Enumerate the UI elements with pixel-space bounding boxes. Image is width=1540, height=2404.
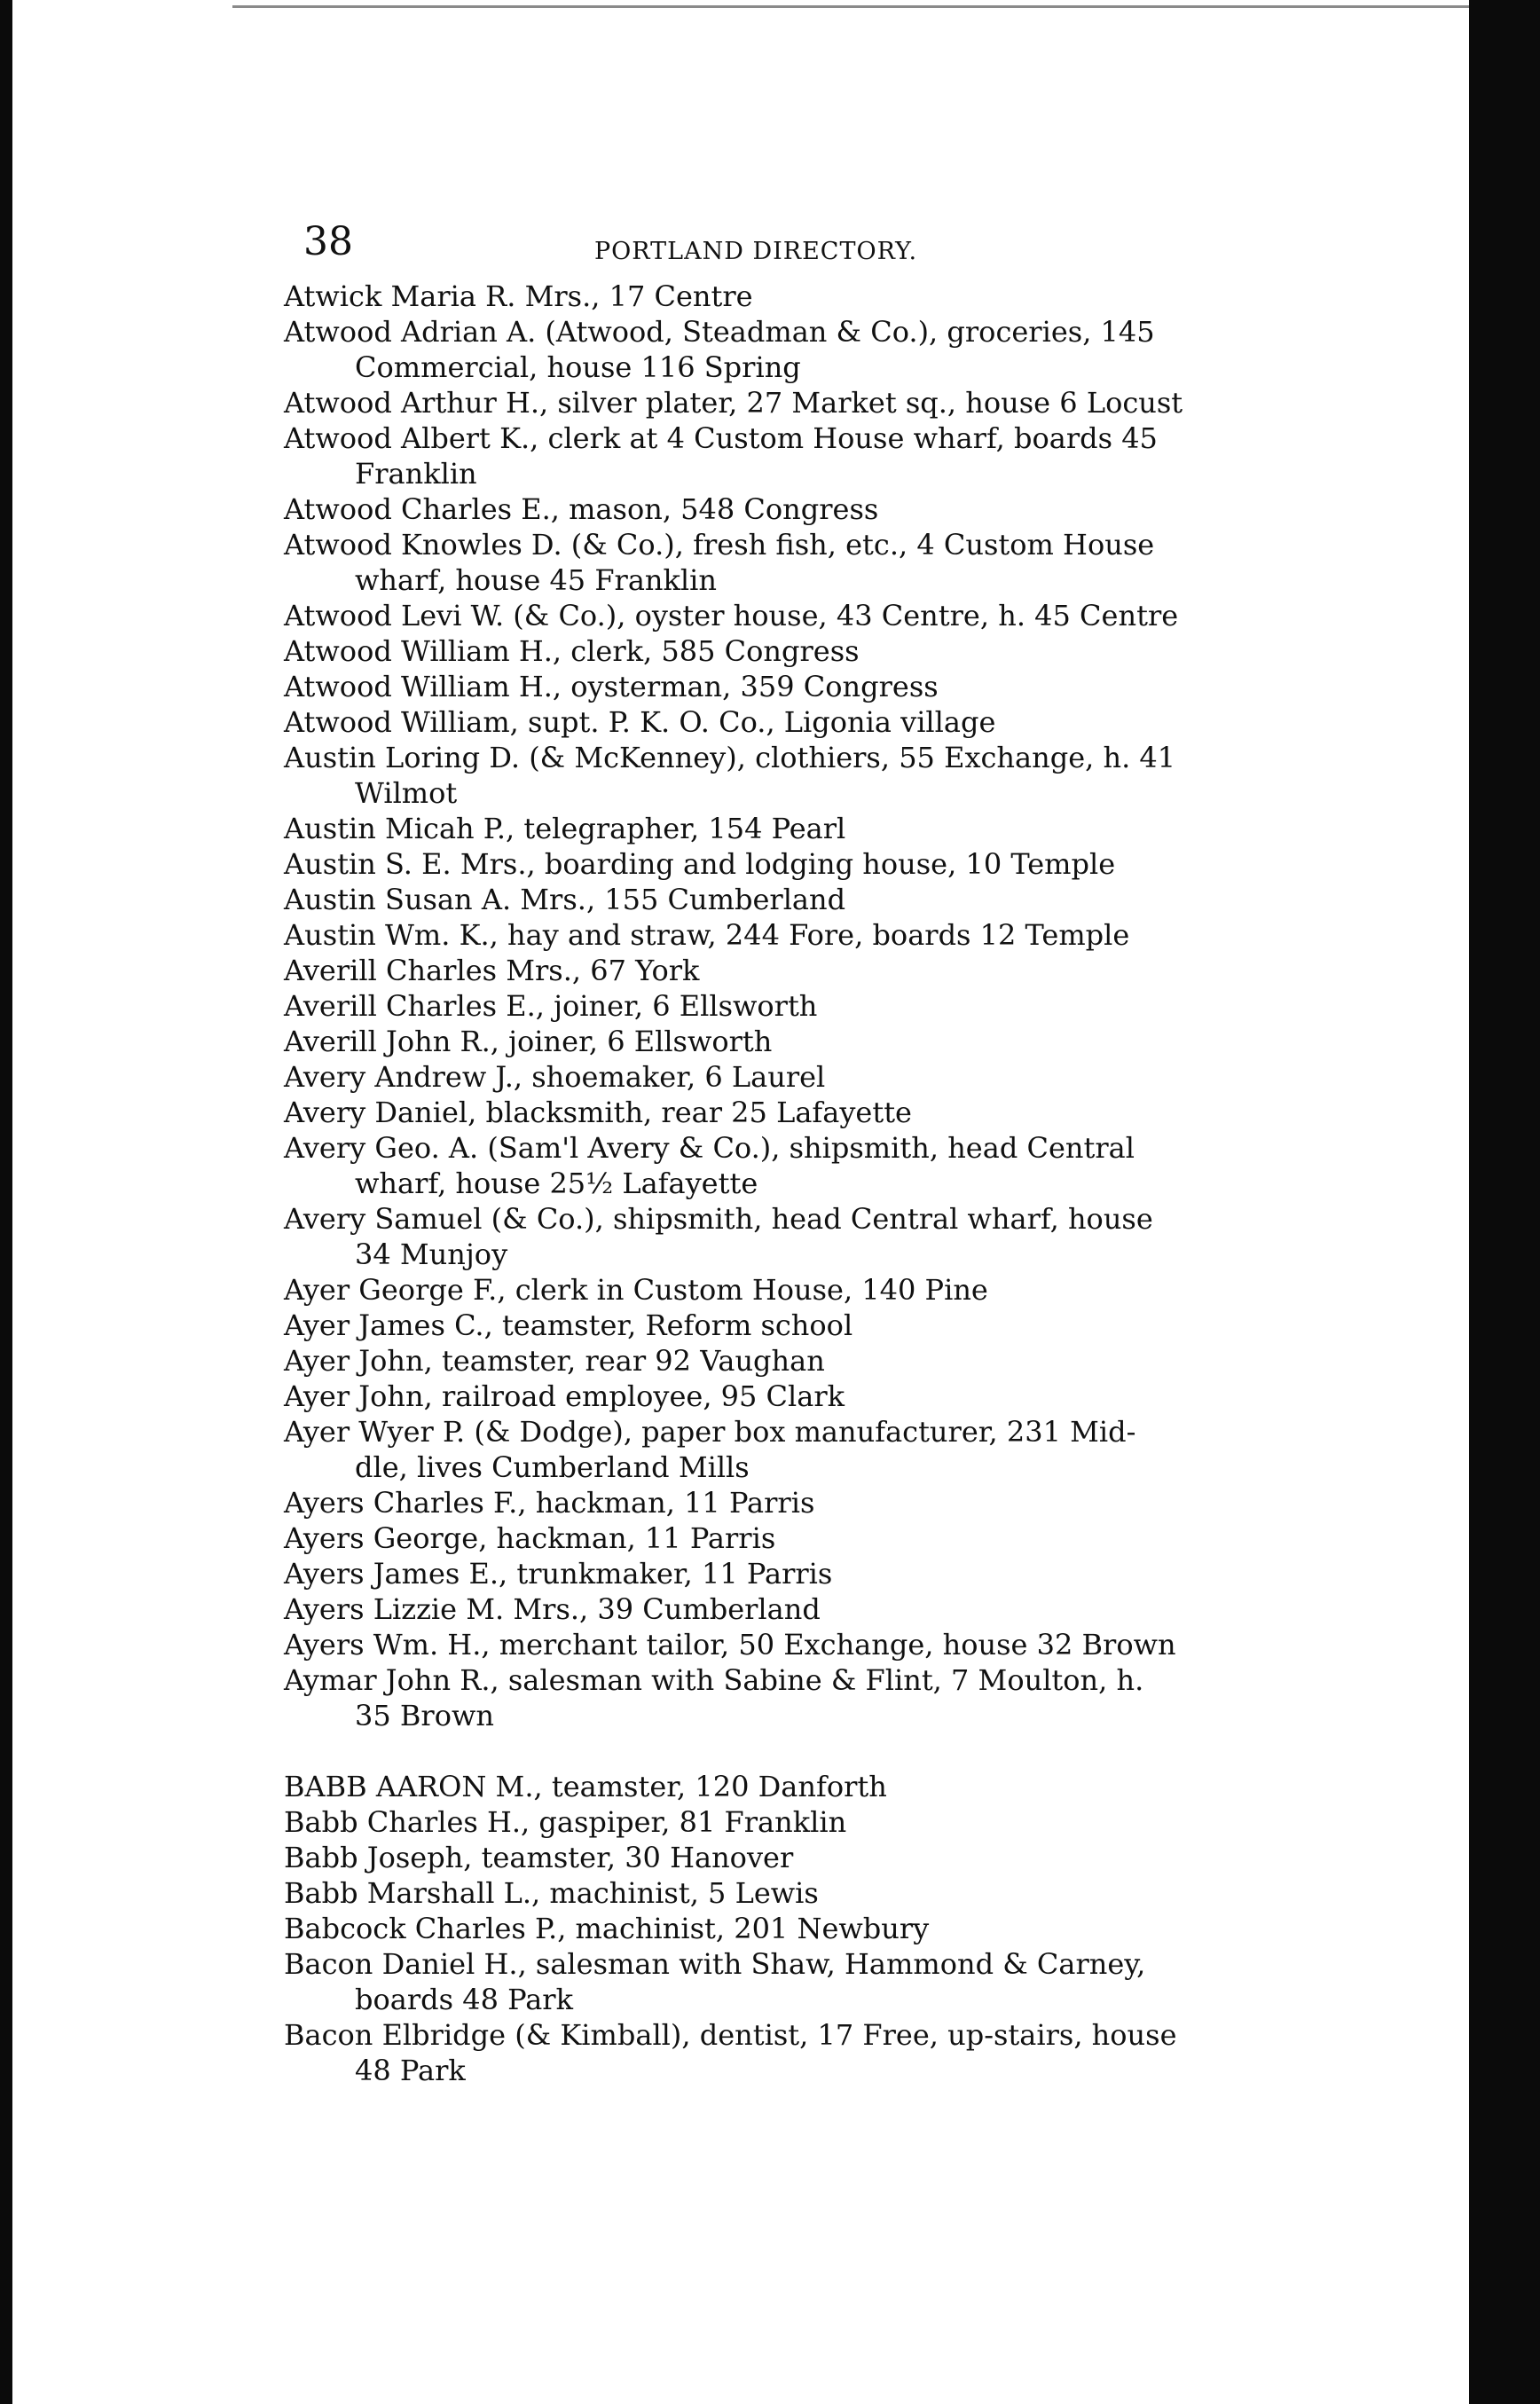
entry-line: Averill John R., joiner, 6 Ellsworth xyxy=(284,1025,773,1058)
entry-line: Babb Marshall L., machinist, 5 Lewis xyxy=(284,1876,819,1910)
entry-line: Atwood William H., oysterman, 359 Congress xyxy=(284,670,939,703)
entry-continuation-line: 34 Munjoy xyxy=(355,1237,508,1271)
page-number: 38 xyxy=(303,219,353,264)
page-top-edge xyxy=(232,5,1469,8)
directory-entry xyxy=(284,1769,1269,1804)
entry-line: BABB AARON M., teamster, 120 Danforth xyxy=(284,1770,887,1803)
directory-entry xyxy=(284,1272,1269,1308)
entry-continuation-line: 48 Park xyxy=(355,2054,466,2087)
directory-entry xyxy=(284,420,1269,491)
entry-line: Avery Geo. A. (Sam'l Avery & Co.), shipsmith, head Central xyxy=(284,1131,1135,1165)
directory-entry xyxy=(284,2017,1269,2088)
directory-entry xyxy=(284,811,1269,846)
directory-entry xyxy=(284,1520,1269,1556)
entry-line: Atwood William, supt. P. K. O. Co., Ligonia village xyxy=(284,705,996,739)
entry-continuation-line: Wilmot xyxy=(355,776,458,810)
entry-continuation-line: boards 48 Park xyxy=(355,1983,573,2016)
entry-line: Babb Charles H., gaspiper, 81 Franklin xyxy=(284,1805,847,1839)
directory-entry xyxy=(284,704,1269,740)
directory-entry xyxy=(284,1379,1269,1414)
directory-entry xyxy=(284,279,1269,314)
entry-line: Atwood Albert K., clerk at 4 Custom House wharf, boards 45 xyxy=(284,421,1158,455)
entry-line: Avery Daniel, blacksmith, rear 25 Lafayette xyxy=(284,1096,912,1129)
scan-border-left xyxy=(0,0,12,2404)
entry-line: Austin Loring D. (& McKenney), clothiers, 55 Exchange, h. 41 xyxy=(284,741,1176,774)
entry-line: Austin S. E. Mrs., boarding and lodging house, 10 Temple xyxy=(284,847,1116,881)
entry-continuation-line: 35 Brown xyxy=(355,1699,494,1732)
entry-continuation-line: wharf, house 45 Franklin xyxy=(355,563,717,597)
directory-entry xyxy=(284,1343,1269,1379)
directory-entry xyxy=(284,1130,1269,1201)
directory-entry xyxy=(284,314,1269,385)
scan-border-right xyxy=(1469,0,1540,2404)
directory-entry xyxy=(284,1804,1269,1840)
directory-entry xyxy=(284,669,1269,704)
directory-entry xyxy=(284,1662,1269,1733)
entry-line: Austin Micah P., telegrapher, 154 Pearl xyxy=(284,812,846,845)
entry-line: Ayer John, teamster, rear 92 Vaughan xyxy=(284,1344,825,1378)
entry-line: Ayer George F., clerk in Custom House, 140 Pine xyxy=(284,1273,988,1307)
entry-line: Averill Charles Mrs., 67 York xyxy=(284,954,700,987)
directory-entry xyxy=(284,882,1269,917)
entry-line: Ayers Lizzie M. Mrs., 39 Cumberland xyxy=(284,1592,821,1626)
directory-entry xyxy=(284,846,1269,882)
directory-entry xyxy=(284,1059,1269,1095)
directory-entry xyxy=(284,1840,1269,1875)
directory-entry xyxy=(284,598,1269,633)
directory-entry xyxy=(284,1556,1269,1591)
directory-entry xyxy=(284,1024,1269,1059)
directory-entry xyxy=(284,1911,1269,1946)
entry-line: Ayer James C., teamster, Reform school xyxy=(284,1308,853,1342)
entry-continuation-line: wharf, house 25½ Lafayette xyxy=(355,1167,758,1200)
entry-line: Avery Andrew J., shoemaker, 6 Laurel xyxy=(284,1060,826,1094)
entry-line: Ayer John, railroad employee, 95 Clark xyxy=(284,1379,845,1413)
entry-line: Ayers Wm. H., merchant tailor, 50 Exchange, house 32 Brown xyxy=(284,1628,1176,1662)
entry-line: Atwood William H., clerk, 585 Congress xyxy=(284,634,860,668)
page-header xyxy=(284,216,1269,279)
directory-entry xyxy=(284,1308,1269,1343)
entry-line: Bacon Elbridge (& Kimball), dentist, 17 Free, up-stairs, house xyxy=(284,2018,1177,2052)
directory-entry xyxy=(284,1201,1269,1272)
entry-continuation-line: dle, lives Cumberland Mills xyxy=(355,1450,750,1484)
entries-block-b xyxy=(284,1769,1269,2088)
directory-entry xyxy=(284,1591,1269,1627)
directory-entry xyxy=(284,491,1269,527)
directory-entry xyxy=(284,1875,1269,1911)
entry-line: Austin Susan A. Mrs., 155 Cumberland xyxy=(284,883,846,916)
entry-line: Babb Joseph, teamster, 30 Hanover xyxy=(284,1841,794,1874)
entry-line: Ayer Wyer P. (& Dodge), paper box manufacturer, 231 Mid- xyxy=(284,1415,1136,1449)
entry-line: Austin Wm. K., hay and straw, 244 Fore, boards 12 Temple xyxy=(284,918,1130,952)
entry-line: Aymar John R., salesman with Sabine & Flint, 7 Moulton, h. xyxy=(284,1663,1144,1697)
directory-entry xyxy=(284,988,1269,1024)
directory-entry xyxy=(284,527,1269,598)
entry-line: Atwood Adrian A. (Atwood, Steadman & Co.), groceries, 145 xyxy=(284,315,1155,349)
entry-line: Ayers James E., trunkmaker, 11 Parris xyxy=(284,1557,833,1591)
directory-entry xyxy=(284,633,1269,669)
entry-continuation-line: Franklin xyxy=(355,457,477,491)
entries-block-a xyxy=(284,279,1269,1733)
entry-line: Averill Charles E., joiner, 6 Ellsworth xyxy=(284,989,818,1023)
entry-line: Babcock Charles P., machinist, 201 Newbury xyxy=(284,1912,930,1945)
directory-entry xyxy=(284,385,1269,420)
entry-line: Ayers George, hackman, 11 Parris xyxy=(284,1521,776,1555)
entry-line: Atwick Maria R. Mrs., 17 Centre xyxy=(284,279,753,313)
directory-entry xyxy=(284,953,1269,988)
directory-entry xyxy=(284,1946,1269,2017)
directory-entry xyxy=(284,917,1269,953)
entry-continuation-line: Commercial, house 116 Spring xyxy=(355,350,801,384)
entry-line: Atwood Charles E., mason, 548 Congress xyxy=(284,492,879,526)
directory-entry xyxy=(284,740,1269,811)
running-head: PORTLAND DIRECTORY. xyxy=(594,238,918,265)
entry-line: Bacon Daniel H., salesman with Shaw, Hammond & Carney, xyxy=(284,1947,1146,1981)
directory-entry xyxy=(284,1485,1269,1520)
directory-entry xyxy=(284,1095,1269,1130)
entry-line: Atwood Knowles D. (& Co.), fresh fish, etc., 4 Custom House xyxy=(284,528,1155,562)
entry-line: Ayers Charles F., hackman, 11 Parris xyxy=(284,1486,815,1520)
entry-line: Atwood Arthur H., silver plater, 27 Market sq., house 6 Locust xyxy=(284,386,1183,420)
directory-entry xyxy=(284,1627,1269,1662)
entry-line: Avery Samuel (& Co.), shipsmith, head Central wharf, house xyxy=(284,1202,1153,1236)
entry-line: Atwood Levi W. (& Co.), oyster house, 43 Centre, h. 45 Centre xyxy=(284,599,1179,632)
directory-entry xyxy=(284,1414,1269,1485)
directory-page xyxy=(284,216,1269,2088)
